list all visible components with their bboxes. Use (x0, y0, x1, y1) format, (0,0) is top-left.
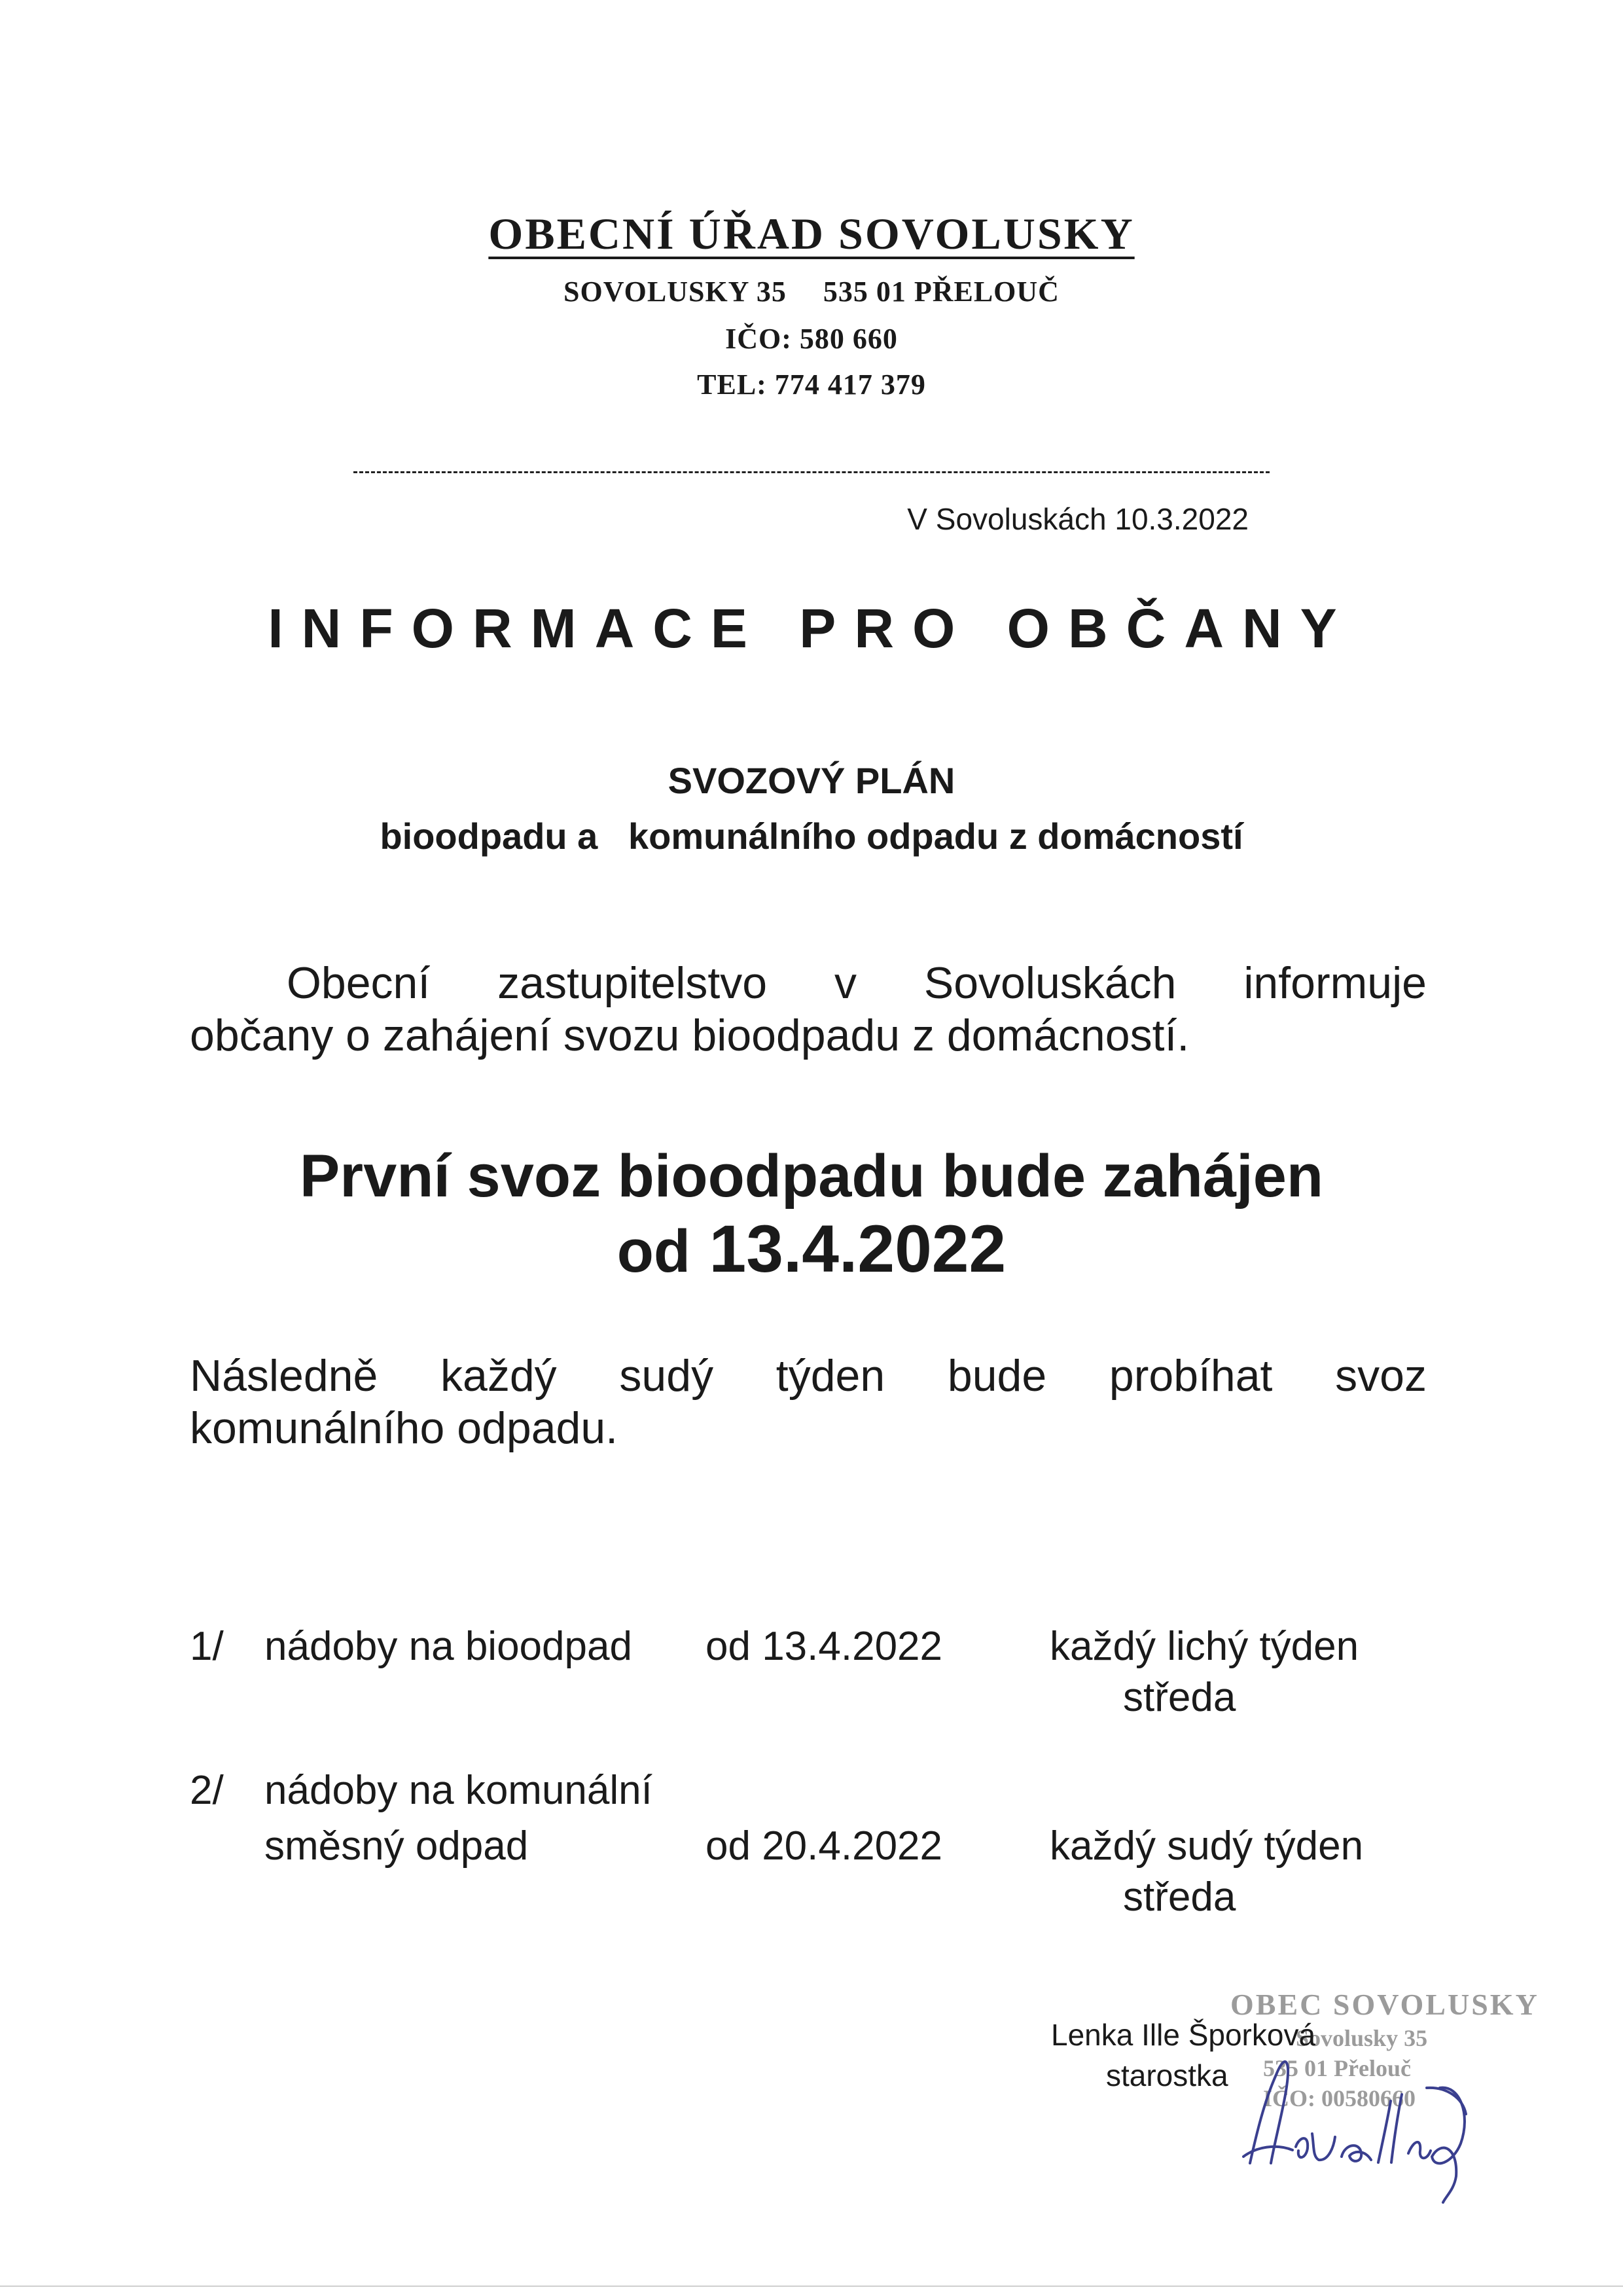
schedule-2-number: 2/ (190, 1768, 224, 1813)
signer-name: Lenka Ille Šporková (1051, 2018, 1316, 2052)
header-divider (353, 471, 1270, 473)
address-street: SOVOLUSKY 35 (563, 276, 787, 308)
follow-line-2: komunálního odpadu. (190, 1403, 618, 1453)
stamp-line-2: Sovolusky 35 (1296, 2025, 1428, 2051)
org-ico: IČO: 580 660 (725, 323, 898, 355)
plan-subtitle: bioodpadu a komunálního odpadu z domácností (380, 816, 1243, 857)
stamp-line-3: 535 01 Přelouč (1263, 2055, 1411, 2081)
signer-role: starostka (1106, 2058, 1228, 2092)
intro-line-1: Obecní zastupitelstvo v Sovoluskách informuje (287, 958, 1427, 1008)
schedule-1-day: středa (1123, 1675, 1236, 1720)
schedule-2-day: středa (1123, 1874, 1236, 1920)
page-bottom-edge (0, 2286, 1623, 2287)
main-heading: INFORMACE PRO OBČANY (268, 598, 1355, 659)
stamp-line-4: IČO: 00580660 (1263, 2085, 1416, 2111)
schedule-1-item: nádoby na bioodpad (264, 1624, 632, 1669)
follow-paragraph (190, 1350, 1427, 1454)
schedule-2-item-line-2: směsný odpad (264, 1823, 529, 1869)
intro-paragraph (190, 957, 1427, 1062)
org-tel: TEL: 774 417 379 (697, 368, 926, 401)
follow-line-1: Následně každý sudý týden bude probíhat svoz (190, 1351, 1427, 1401)
plan-title: SVOZOVÝ PLÁN (668, 760, 955, 801)
org-address (0, 275, 1623, 308)
schedule-1-frequency: každý lichý týden (1050, 1624, 1359, 1669)
address-city: 535 01 PŘELOUČ (823, 276, 1060, 308)
schedule-2-from: od 20.4.2022 (705, 1823, 943, 1869)
schedule-1-from: od 13.4.2022 (705, 1624, 943, 1669)
notice-line-1: První svoz bioodpadu bude zahájen (299, 1143, 1324, 1210)
date-place: V Sovoluskách 10.3.2022 (907, 502, 1249, 536)
org-name: OBECNÍ ÚŘAD SOVOLUSKY (488, 209, 1135, 259)
notice-prefix: od (616, 1218, 691, 1285)
schedule-2-frequency: každý sudý týden (1050, 1823, 1364, 1869)
schedule-2-item-line-1: nádoby na komunální (264, 1768, 652, 1813)
schedule-1-number: 1/ (190, 1624, 224, 1669)
notice-date: 13.4.2022 (709, 1211, 1007, 1286)
intro-line-2: občany o zahájení svozu bioodpadu z domácností. (190, 1011, 1190, 1060)
notice-line-2 (0, 1211, 1623, 1287)
stamp-line-1: OBEC SOVOLUSKY (1230, 1988, 1539, 2021)
